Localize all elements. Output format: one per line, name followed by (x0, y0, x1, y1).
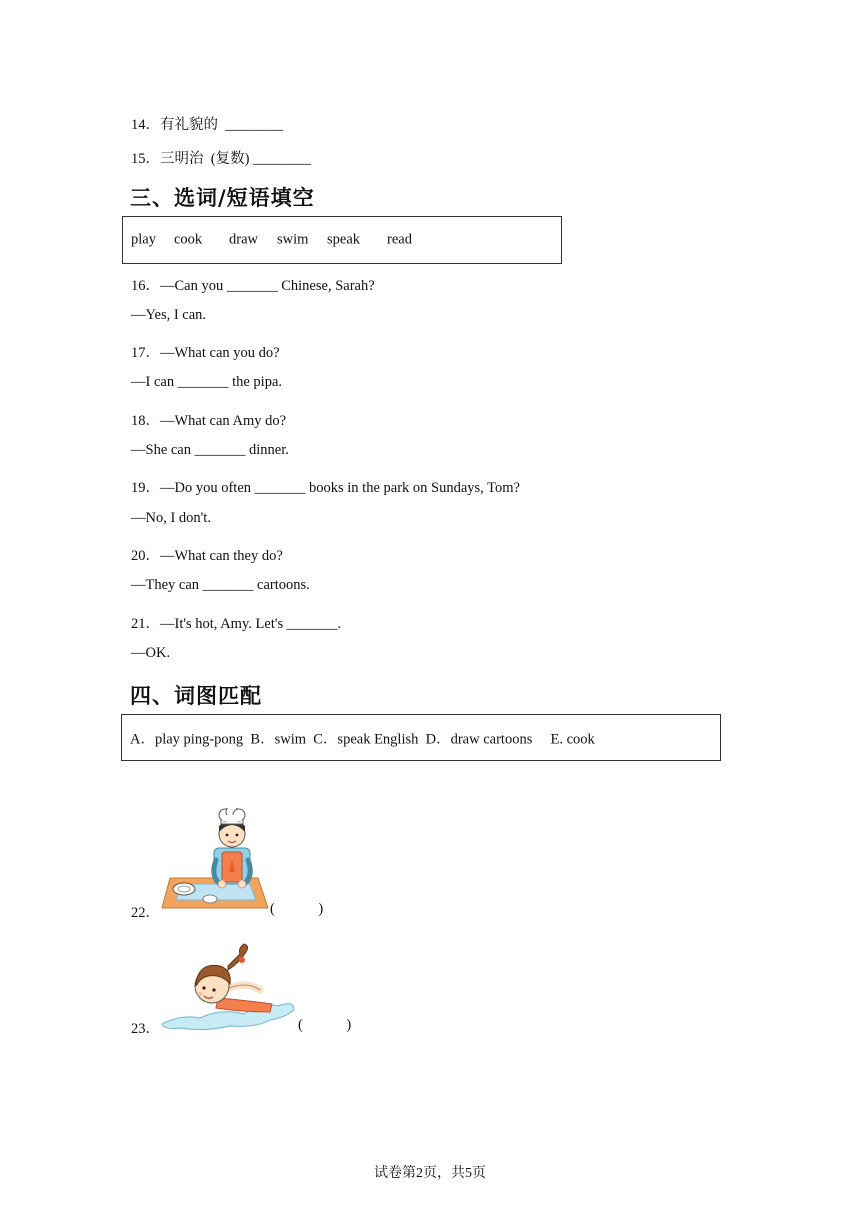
question-16: 16．—Can you _______ Chinese, Sarah? (131, 278, 375, 294)
item-23-blank: ( ) (298, 1017, 352, 1033)
answer-18: —She can _______ dinner. (131, 442, 289, 458)
item-22-number: 22． (131, 905, 160, 921)
answer-17: —I can _______ the pipa. (131, 374, 283, 390)
match-options: A．play ping-pong B．swim C．speak English D．draw cartoons E. cook (130, 731, 595, 747)
section-4-heading: 四、词图匹配 (130, 684, 262, 708)
answer-19: —No, I don't. (131, 510, 211, 526)
question-19: 19．—Do you often _______ books in the park on Sundays, Tom? (131, 480, 520, 496)
question-21: 21．—It's hot, Amy. Let's _______. (131, 616, 342, 632)
word-option: swim (277, 231, 309, 248)
boy-cooking-icon (158, 808, 270, 916)
answer-20: —They can _______ cartoons. (131, 577, 310, 593)
word-option: play (131, 231, 156, 248)
question-18: 18．—What can Amy do? (131, 413, 287, 429)
page-footer: 试卷第2页，共5页 (374, 1166, 486, 1181)
item-22-blank: ( ) (270, 901, 324, 917)
question-17: 17．—What can you do? (131, 345, 280, 361)
word-option: speak (327, 231, 361, 248)
options-box (121, 714, 721, 761)
answer-16: —Yes, I can. (131, 307, 207, 323)
word-option: cook (174, 231, 203, 248)
word-box (122, 216, 562, 264)
question-14: 14．有礼貌的 ________ (131, 117, 284, 133)
word-option: draw (229, 231, 258, 248)
girl-swimming-icon (160, 942, 298, 1034)
answer-21: —OK. (131, 645, 171, 661)
section-3-heading: 三、选词/短语填空 (130, 186, 315, 210)
item-23-number: 23． (131, 1021, 160, 1037)
word-option: read (387, 231, 412, 248)
question-20: 20．—What can they do? (131, 548, 283, 564)
question-15: 15．三明治 (复数) ________ (131, 151, 312, 167)
